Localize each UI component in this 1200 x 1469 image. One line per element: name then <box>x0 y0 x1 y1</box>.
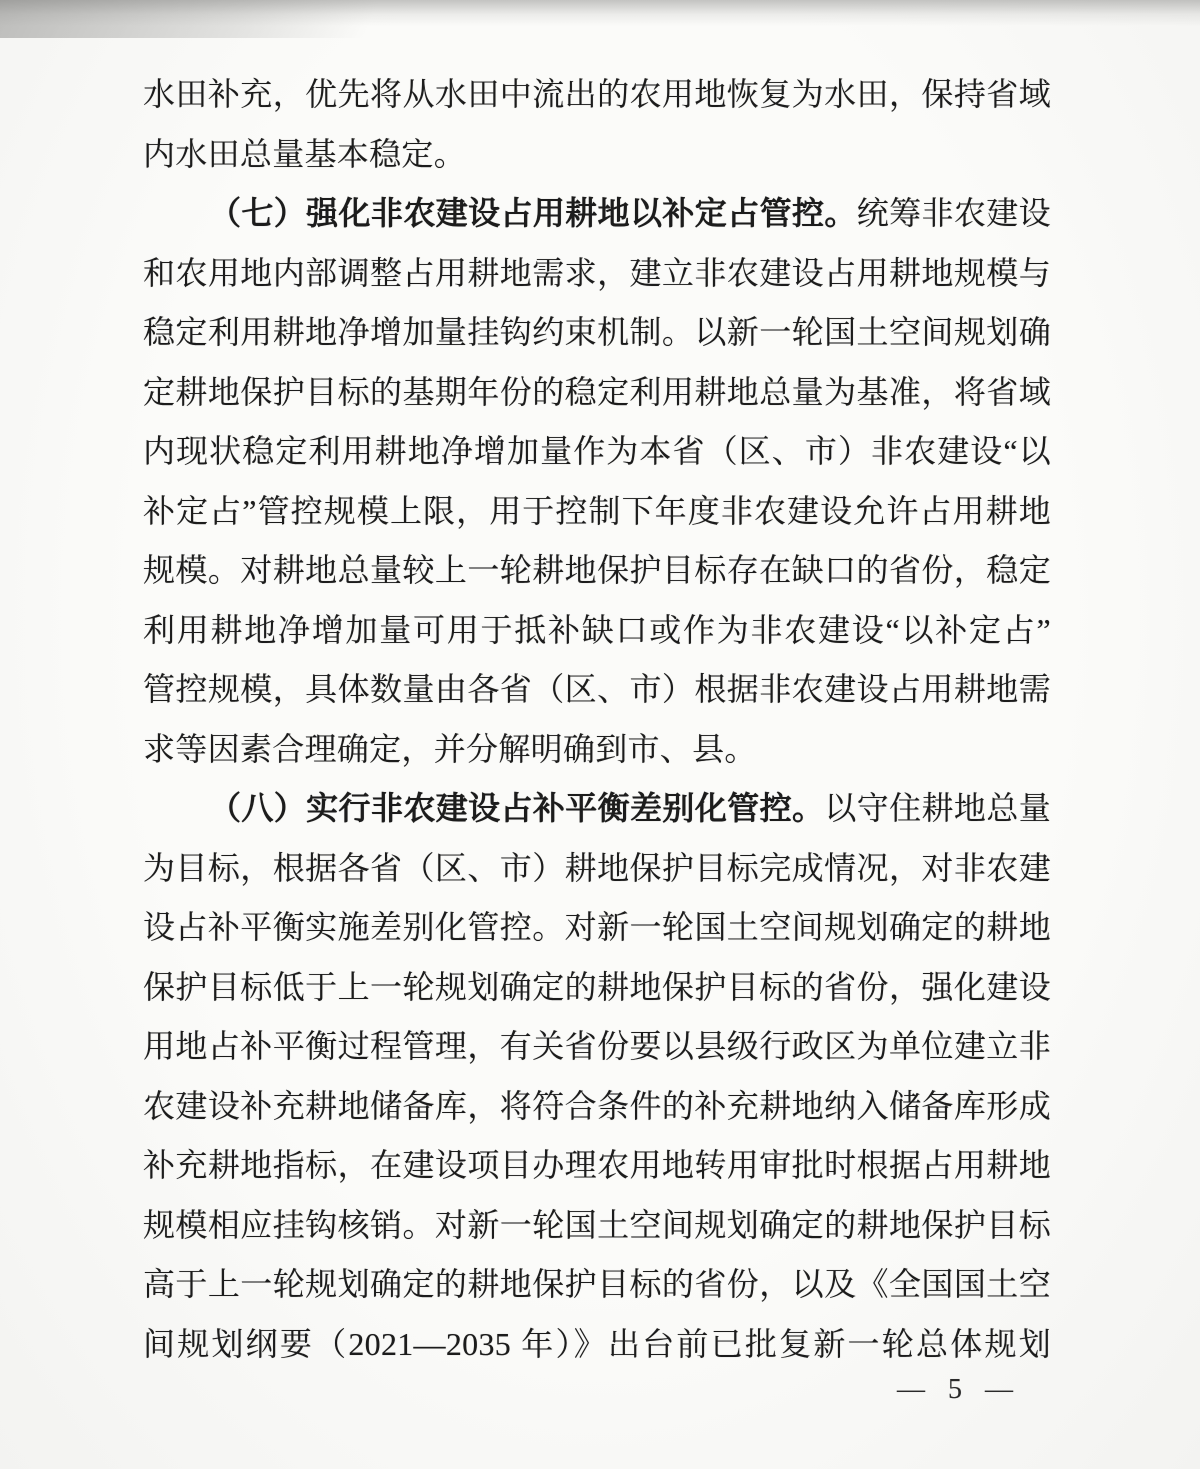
line-text: 以守住耕地总量 <box>824 790 1052 826</box>
text-line <box>143 958 1051 1018</box>
page-number-left-dash: — <box>897 1374 925 1405</box>
page-number-right-dash: — <box>985 1374 1013 1405</box>
text-line <box>143 1255 1051 1315</box>
text-line <box>143 482 1051 542</box>
document-body <box>143 65 1051 1374</box>
text-line <box>143 1017 1051 1077</box>
text-line <box>143 541 1051 601</box>
text-line <box>143 1315 1051 1375</box>
text-line <box>143 303 1051 363</box>
line-text: 规模。对耕地总量较上一轮耕地保护目标存在缺口的省份，稳定 <box>143 552 1051 588</box>
text-line-paragraph-7-heading <box>143 184 1051 244</box>
line-text: 定耕地保护目标的基期年份的稳定利用耕地总量为基准，将省域 <box>143 373 1051 410</box>
line-text: 高于上一轮规划确定的耕地保护目标的省份，以及《全国国土空 <box>143 1266 1051 1302</box>
text-line <box>143 1136 1051 1196</box>
line-text: 水田补充，优先将从水田中流出的农用地恢复为水田，保持省域 <box>143 76 1051 112</box>
scan-artifact-top-left-corner <box>0 0 430 38</box>
line-text: 农建设补充耕地储备库，将符合条件的补充耕地纳入储备库形成 <box>143 1087 1051 1124</box>
line-bold-text: （七）强化非农建设占用耕地以补定占管控。 <box>209 195 857 231</box>
page-number <box>897 1374 1013 1406</box>
line-text: 规模相应挂钩核销。对新一轮国土空间规划确定的耕地保护目标 <box>143 1206 1051 1243</box>
scan-artifact-top-edge <box>0 0 1200 26</box>
line-text: 统筹非农建设 <box>856 195 1051 231</box>
line-text: 补充耕地指标，在建设项目办理农用地转用审批时根据占用耕地 <box>143 1147 1051 1183</box>
text-line <box>143 125 1051 185</box>
line-text: 设占补平衡实施差别化管控。对新一轮国土空间规划确定的耕地 <box>143 909 1051 945</box>
line-text: 利用耕地净增加量可用于抵补缺口或作为非农建设“以补定占” <box>143 611 1051 648</box>
line-text: 为目标，根据各省（区、市）耕地保护目标完成情况，对非农建 <box>143 849 1051 886</box>
text-line <box>143 898 1051 958</box>
page-number-value: 5 <box>948 1374 962 1405</box>
line-text: 补定占”管控规模上限，用于控制下年度非农建设允许占用耕地 <box>143 492 1051 529</box>
text-line <box>143 839 1051 899</box>
text-line <box>143 660 1051 720</box>
line-text: 稳定利用耕地净增加量挂钩约束机制。以新一轮国土空间规划确 <box>143 314 1051 350</box>
text-line <box>143 363 1051 423</box>
line-bold-text: （八）实行非农建设占补平衡差别化管控。 <box>209 790 825 826</box>
text-line <box>143 244 1051 304</box>
text-line <box>143 1077 1051 1137</box>
text-line <box>143 601 1051 661</box>
text-line <box>143 422 1051 482</box>
line-text: 内水田总量基本稳定。 <box>143 135 467 172</box>
line-text: 管控规模，具体数量由各省（区、市）根据非农建设占用耕地需 <box>143 671 1051 707</box>
line-text: 间规划纲要（2021—2035 年）》出台前已批复新一轮总体规划 <box>143 1325 1051 1362</box>
line-text: 和农用地内部调整占用耕地需求，建立非农建设占用耕地规模与 <box>143 254 1051 291</box>
text-line <box>143 65 1051 125</box>
line-text: 用地占补平衡过程管理，有关省份要以县级行政区为单位建立非 <box>143 1028 1051 1064</box>
line-text: 内现状稳定利用耕地净增加量作为本省（区、市）非农建设“以 <box>143 433 1051 469</box>
text-line-paragraph-8-heading <box>143 779 1051 839</box>
text-line <box>143 720 1051 780</box>
line-text: 求等因素合理确定，并分解明确到市、县。 <box>143 730 757 767</box>
text-line <box>143 1196 1051 1256</box>
line-text: 保护目标低于上一轮规划确定的耕地保护目标的省份，强化建设 <box>143 968 1051 1005</box>
